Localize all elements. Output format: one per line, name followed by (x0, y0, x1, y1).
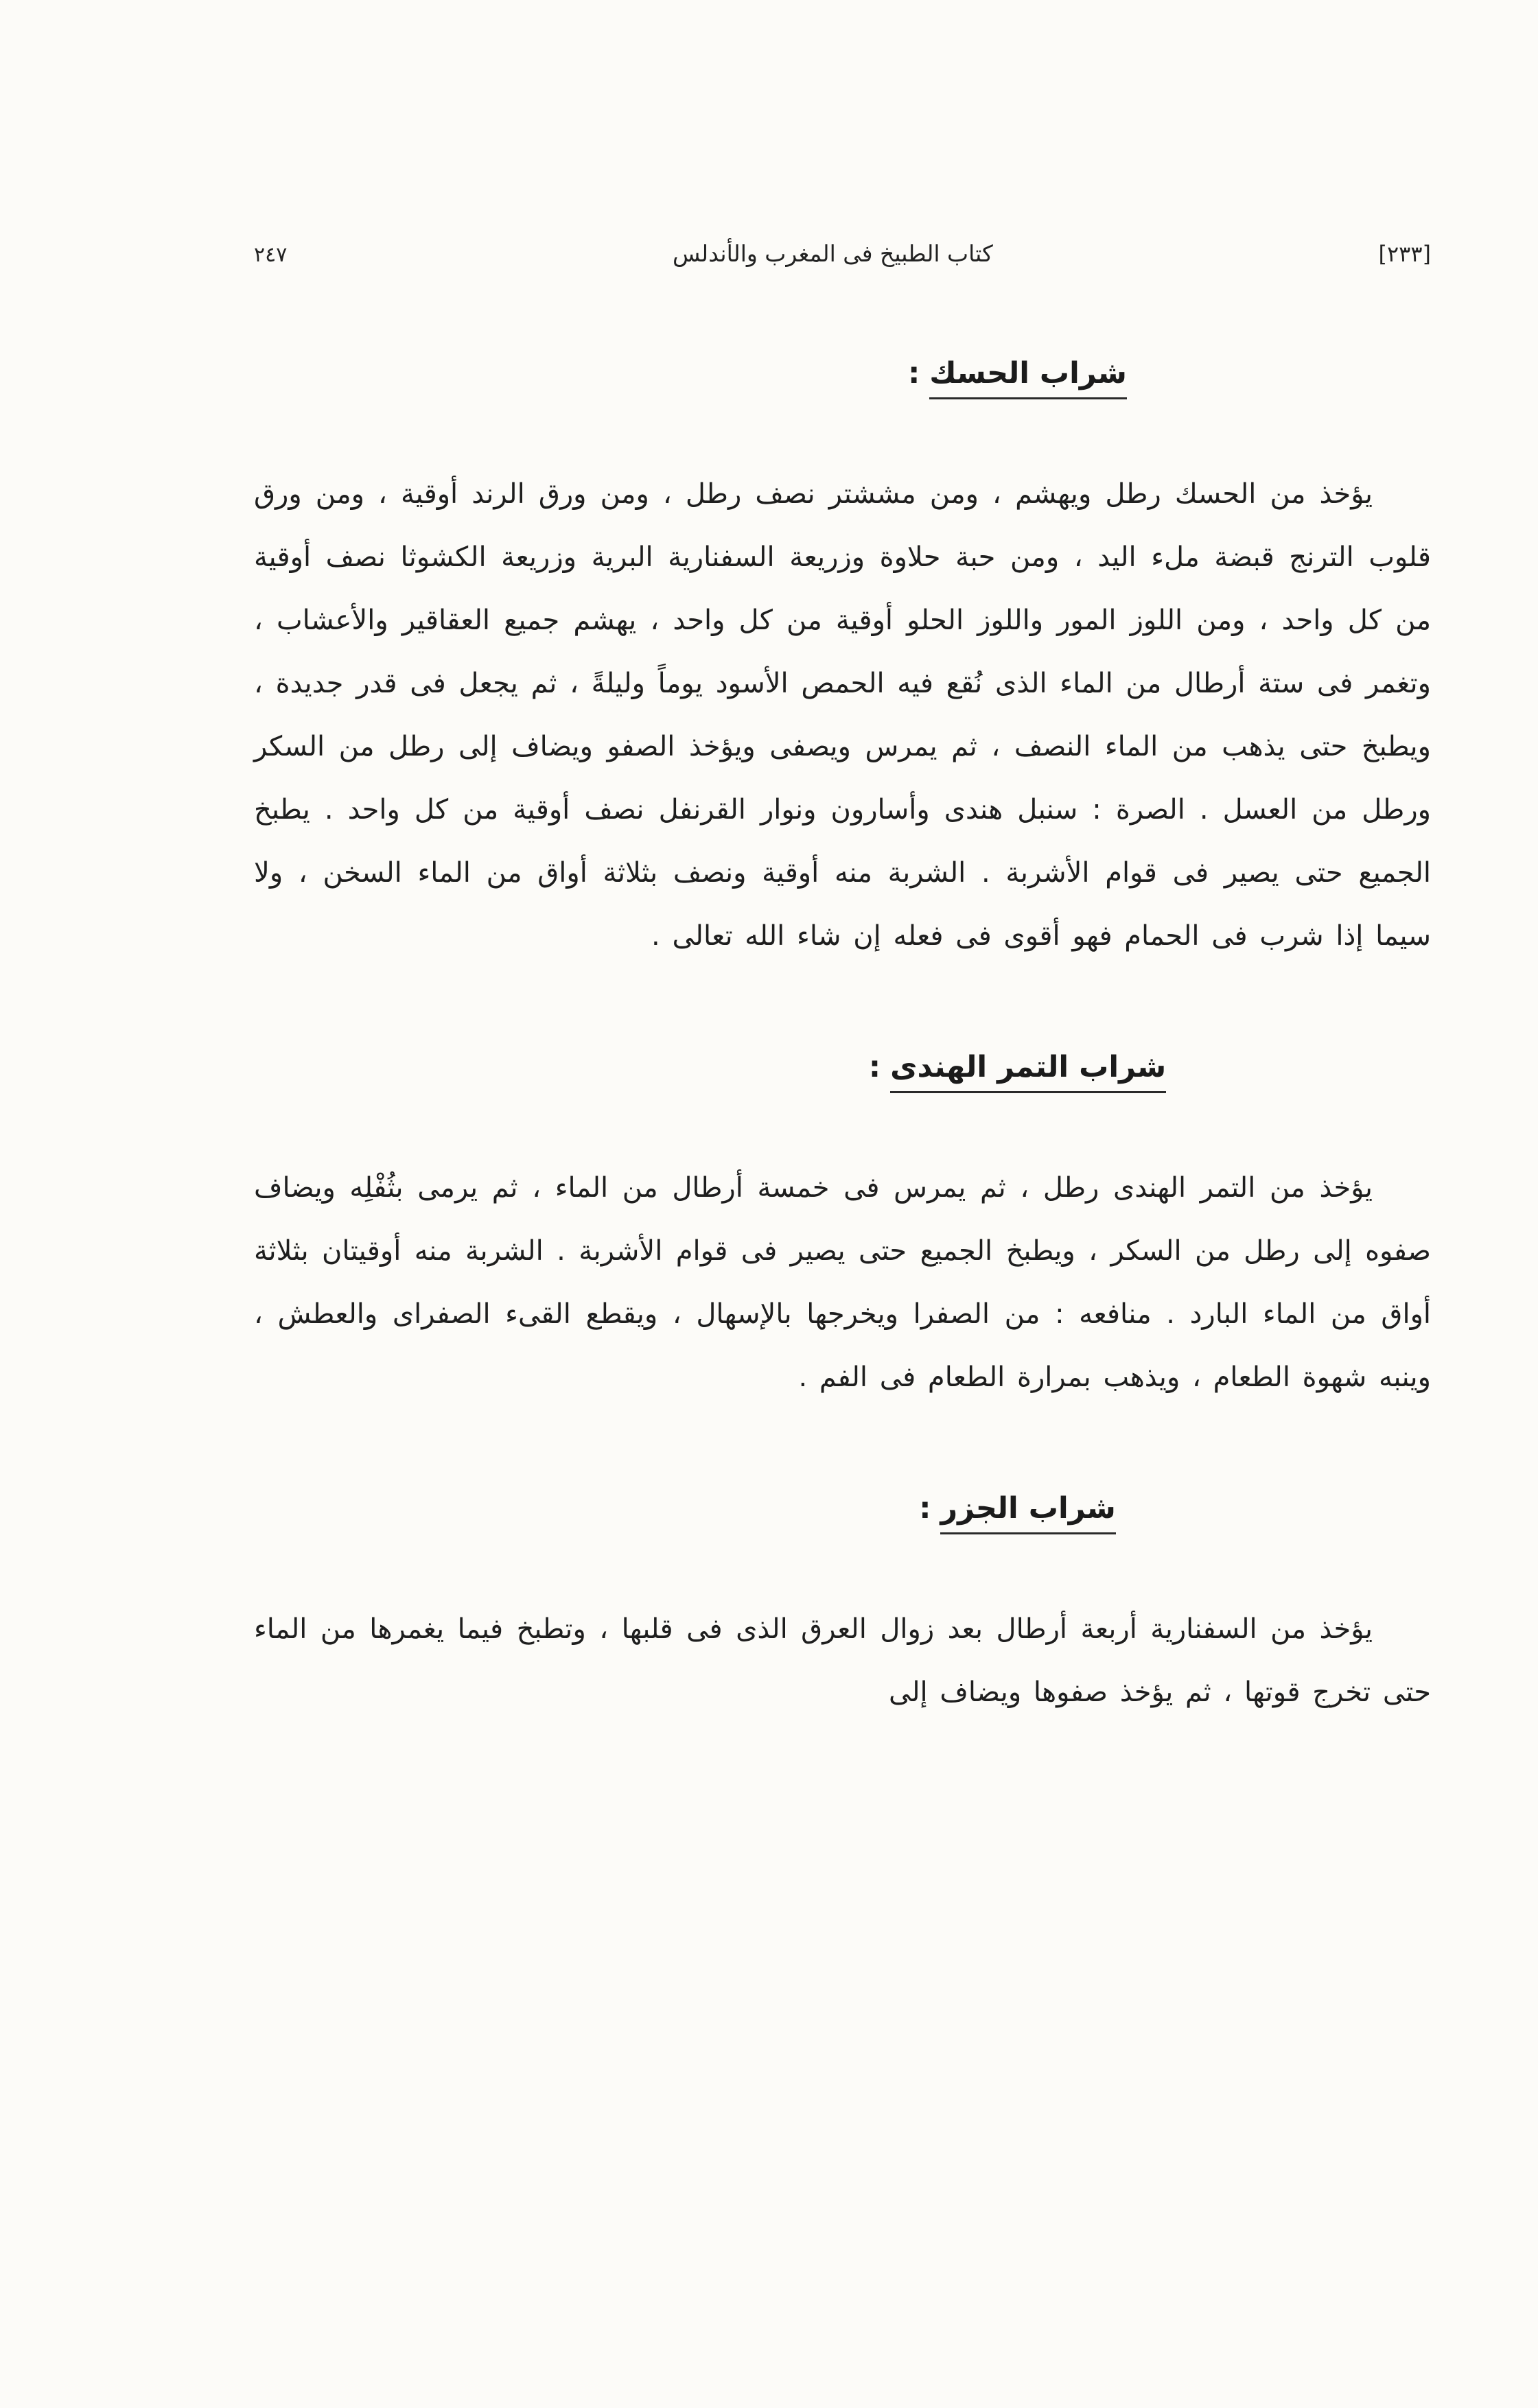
section-heading (429, 1491, 1538, 1526)
section-heading-text: شراب التمر الهندى (890, 1050, 1166, 1093)
heading-colon: : (908, 356, 920, 390)
section-heading-text: شراب الجزر (940, 1491, 1115, 1534)
section-heading (429, 1050, 1538, 1084)
section-paragraph: يؤخذ من التمر الهندى رطل ، ثم يمرس فى خمسة أرطال من الماء ، ثم يرمى بثُفْلِه ويضاف صفوه إلى رطل من السكر ، ويطبخ الجميع حتى يصير فى قوام الأشربة . الشربة منه أوقيتان بثلاثة أواق من الماء البارد . منافعه : من الصفرا ويخرجها بالإسهال ، ويقطع القىء الصفراى والعطش ، وينبه شهوة الطعام ، ويذهب بمرارة الطعام فى الفم . (254, 1172, 1431, 1393)
recipe-section-carrot-syrup (254, 1491, 1431, 1724)
bracketed-folio-number: [٢٣٣] (1378, 241, 1431, 267)
page-number: ٢٤٧ (254, 243, 288, 267)
book-title: كتاب الطبيخ فى المغرب والأندلس (672, 240, 993, 267)
text-column (254, 240, 1431, 1724)
section-paragraph: يؤخذ من الحسك رطل ويهشم ، ومن مششتر نصف رطل ، ومن ورق الرند أوقية ، ومن ورق قلوب الترنج قبضة ملء اليد ، ومن حبة حلاوة وزريعة السفنارية البرية وزريعة الكشوثا نصف أوقية من كل واحد ، ومن اللوز المور واللوز الحلو أوقية من كل واحد ، يهشم جميع العقاقير والأعشاب ، وتغمر فى ستة أرطال من الماء الذى نُقع فيه الحمص الأسود يوماً وليلةً ، ثم يجعل فى قدر جديدة ، ويطبخ حتى يذهب من الماء النصف ، ثم يمرس ويصفى ويؤخذ الصفو ويضاف إلى رطل من السكر ورطل من العسل . الصرة : سنبل هندى وأسارون ونوار القرنفل نصف أوقية من كل واحد . يطبخ الجميع حتى يصير فى قوام الأشربة . الشربة منه أوقية ونصف بثلاثة أواق من الماء السخن ، ولا سيما إذا شرب فى الحمام فهو أقوى فى فعله إن شاء الله تعالى . (254, 478, 1431, 952)
heading-colon: : (919, 1491, 931, 1526)
heading-colon: : (868, 1050, 881, 1084)
section-heading-text: شراب الحسك (929, 356, 1127, 399)
section-paragraph: يؤخذ من السفنارية أربعة أرطال بعد زوال العرق الذى فى قلبها ، وتطبخ فيما يغمرها من الماء حتى تخرج قوتها ، ثم يؤخذ صفوها ويضاف إلى (254, 1613, 1431, 1708)
running-head (254, 240, 1431, 267)
recipe-section-tamarind-syrup (254, 1050, 1431, 1409)
recipe-section-tribulus-syrup (254, 356, 1431, 968)
section-heading (429, 356, 1538, 390)
